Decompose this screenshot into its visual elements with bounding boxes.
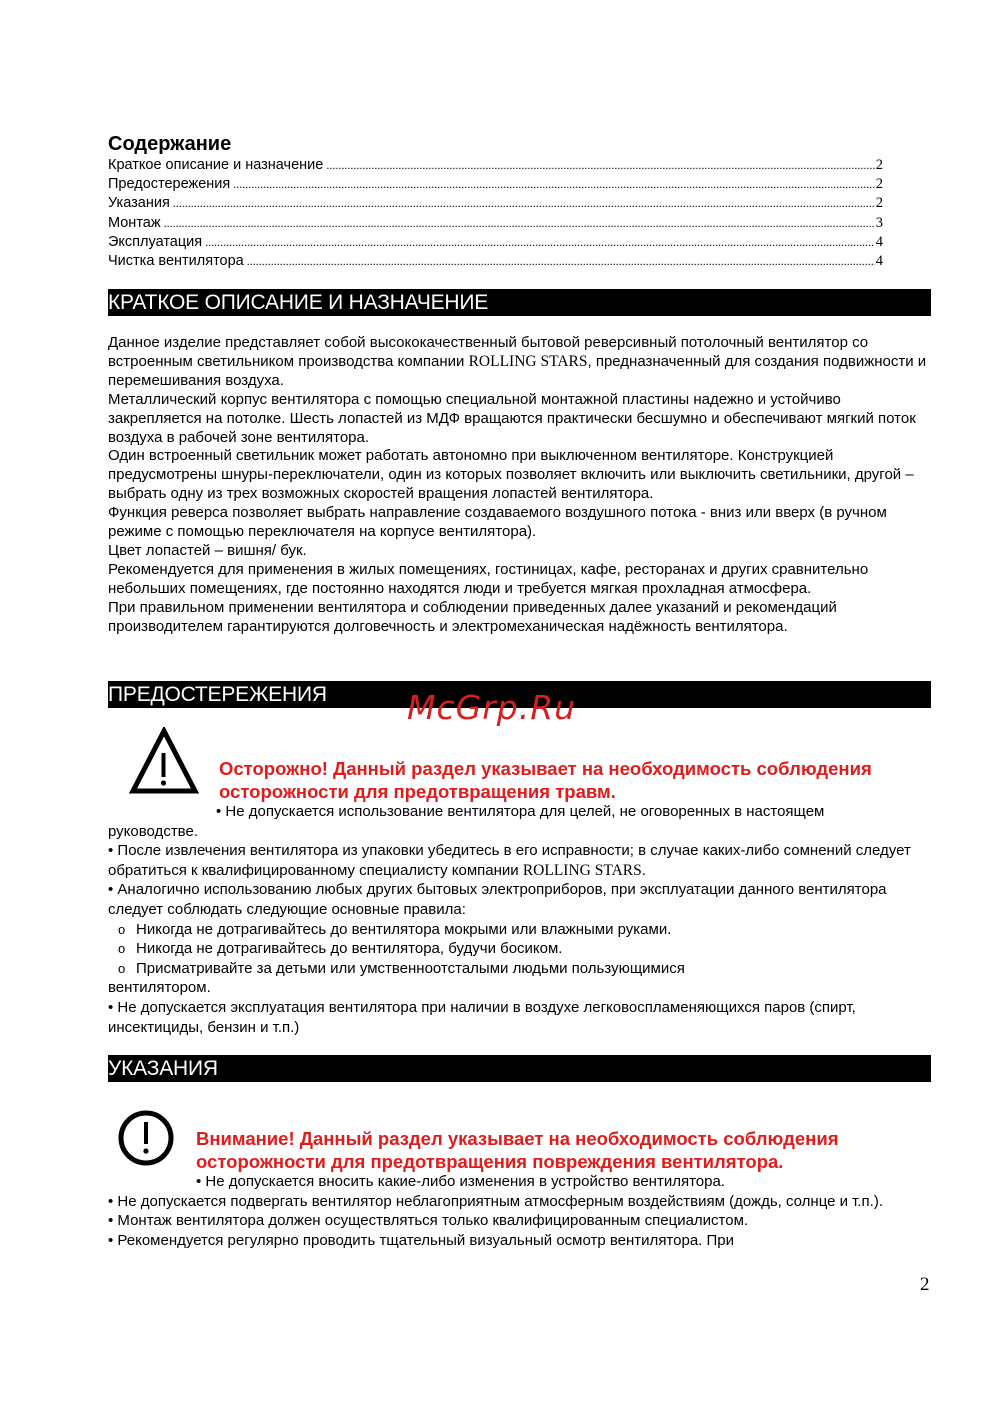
paragraph: Металлический корпус вентилятора с помощью специальной монтажной пластины надежно и устойчиво закрепляется на потолке. Шесть лопастей из МДФ вращаются практически бесшумно и обеспечивают мягкий поток воздуха в рабочей зоне вентилятора. [108, 390, 916, 446]
paragraph: При правильном применении вентилятора и соблюдении приведенных далее указаний и рекомендаций производителем гарантируются долговечность и электромеханическая надёжность вентилятора. [108, 598, 837, 635]
paragraph: Рекомендуется для применения в жилых помещениях, гостиницах, кафе, ресторанах и других сравнительно небольших помещениях, где постоянно находятся люди и требуется мягкая прохладная атмосфера. [108, 560, 869, 597]
paragraph-text: , предназначенный для создания подвижности и перемешивания воздуха. [108, 352, 927, 389]
toc-item-page: 4 [875, 233, 883, 250]
caution-text-line: Осторожно! Данный раздел указывает на необходимость соблюдения [219, 758, 872, 779]
caution-notice [219, 757, 872, 803]
instructions-list [108, 1172, 938, 1250]
toc-leader [205, 233, 875, 252]
toc-item-label: Указания [108, 195, 170, 212]
toc-item[interactable] [108, 214, 883, 233]
toc-leader [173, 194, 875, 213]
paragraph-text: Данное изделие представляет собой высококачественный бытовой реверсивный потолочный вентилятор со встроенным светильником производства компании [108, 334, 869, 370]
table-of-contents [108, 133, 883, 271]
toc-item-page: 2 [875, 195, 883, 212]
sub-list-item-text: Присматривайте за детьми или умственноотсталыми людьми пользующимися [136, 959, 685, 977]
toc-leader [326, 156, 874, 175]
toc-item[interactable] [108, 175, 883, 194]
section-heading-description: КРАТКОЕ ОПИСАНИЕ И НАЗНАЧЕНИЕ [108, 289, 931, 316]
sub-list-item [108, 920, 938, 940]
exclamation-circle-icon [117, 1108, 175, 1168]
paragraph: Цвет лопастей – вишня/ бук. [108, 541, 307, 559]
toc-leader [164, 214, 875, 233]
toc-item-label: Эксплуатация [108, 233, 203, 250]
toc-item[interactable] [108, 233, 883, 252]
toc-item-label: Чистка вентилятора [108, 252, 244, 269]
section-heading-instructions: УКАЗАНИЯ [108, 1055, 931, 1082]
toc-item-label: Монтаж [108, 214, 161, 231]
circle-bullet-icon: o [118, 921, 126, 937]
list-item: • Рекомендуется регулярно проводить тщательный визуальный осмотр вентилятора. При [108, 1231, 735, 1249]
toc-leader [233, 175, 875, 194]
sub-list-item-text: Никогда не дотрагивайтесь до вентилятора мокрыми или влажными руками. [136, 920, 672, 938]
circle-bullet-icon: o [118, 941, 126, 957]
list-item: • Не допускается вносить какие-либо изменения в устройство вентилятора. [196, 1173, 725, 1190]
toc-item-page: 2 [875, 157, 883, 173]
toc-item-label: Предостережения [108, 176, 231, 193]
list-item [108, 841, 938, 880]
precautions-list [108, 802, 938, 1037]
paragraph: Один встроенный светильник может работать автономно при выключенном вентиляторе. Конструкцией предусмотрены шнуры-переключатели, один из которых позволяет включить или выключить светильники, другой – выбрать одну из трех возможных скоростей вращения лопастей вентилятора. [108, 447, 914, 503]
attention-text-line: Внимание! Данный раздел указывает на необходимость соблюдения [196, 1128, 839, 1149]
toc-item[interactable] [108, 156, 883, 175]
list-item: • Аналогично использованию любых других бытовых электроприборов, при эксплуатации данного вентилятора следует соблюдать следующие основные правила: [108, 881, 887, 918]
brand-name: ROLLING STARS [522, 861, 642, 879]
sub-list-item-text: Никогда не дотрагивайтесь до вентилятора, будучи босиком. [136, 940, 563, 958]
toc-item[interactable] [108, 252, 883, 271]
warning-triangle-icon [129, 727, 199, 795]
section-heading-precautions: ПРЕДОСТЕРЕЖЕНИЯ [108, 681, 931, 708]
list-item-text: . [641, 861, 646, 879]
attention-text-line: осторожности для предотвращения повреждения вентилятора. [196, 1151, 784, 1172]
toc-item-page: 4 [875, 252, 883, 269]
section-description-body [108, 334, 938, 637]
list-item-text: • После извлечения вентилятора из упаковки убедитесь в его исправности; в случае каких-либо сомнений следует обратиться к квалифицированному специалисту компании [108, 842, 911, 879]
toc-title: Содержание [108, 133, 232, 155]
sub-list-item [108, 959, 938, 979]
paragraph: Функция реверса позволяет выбрать направление создаваемого воздушного потока - вниз или вверх (в ручном режиме с помощью переключателя на корпусе вентилятора). [108, 504, 887, 541]
page-number: 2 [920, 1274, 930, 1295]
toc-item-label: Краткое описание и назначение [108, 157, 324, 173]
toc-leader [247, 252, 875, 271]
list-item: • Монтаж вентилятора должен осуществляться только квалифицированным специалистом. [108, 1212, 749, 1230]
toc-item-page: 2 [875, 176, 883, 193]
brand-name: ROLLING STARS [468, 352, 588, 370]
attention-notice [196, 1127, 839, 1173]
caution-text-line: осторожности для предотвращения травм. [219, 781, 616, 802]
list-item-continuation: руководстве. [108, 822, 198, 840]
paragraph [108, 334, 938, 391]
list-item: • Не допускается использование вентилятора для целей, не оговоренных в настоящем [216, 803, 825, 820]
sub-list-item [108, 939, 938, 959]
sub-list-item-continuation: вентилятором. [108, 979, 211, 997]
list-item: • Не допускается подвергать вентилятор неблагоприятным атмосферным воздействиям (дождь, солнце и т.п.). [108, 1192, 884, 1210]
circle-bullet-icon: o [118, 960, 126, 976]
toc-item-page: 3 [875, 214, 883, 231]
list-item: • Не допускается эксплуатация вентилятора при наличии в воздухе легковоспламеняющихся паров (спирт, инсектициды, бензин и т.п.) [108, 998, 856, 1036]
watermark: McGrp.Ru [407, 688, 577, 727]
toc-item[interactable] [108, 194, 883, 213]
